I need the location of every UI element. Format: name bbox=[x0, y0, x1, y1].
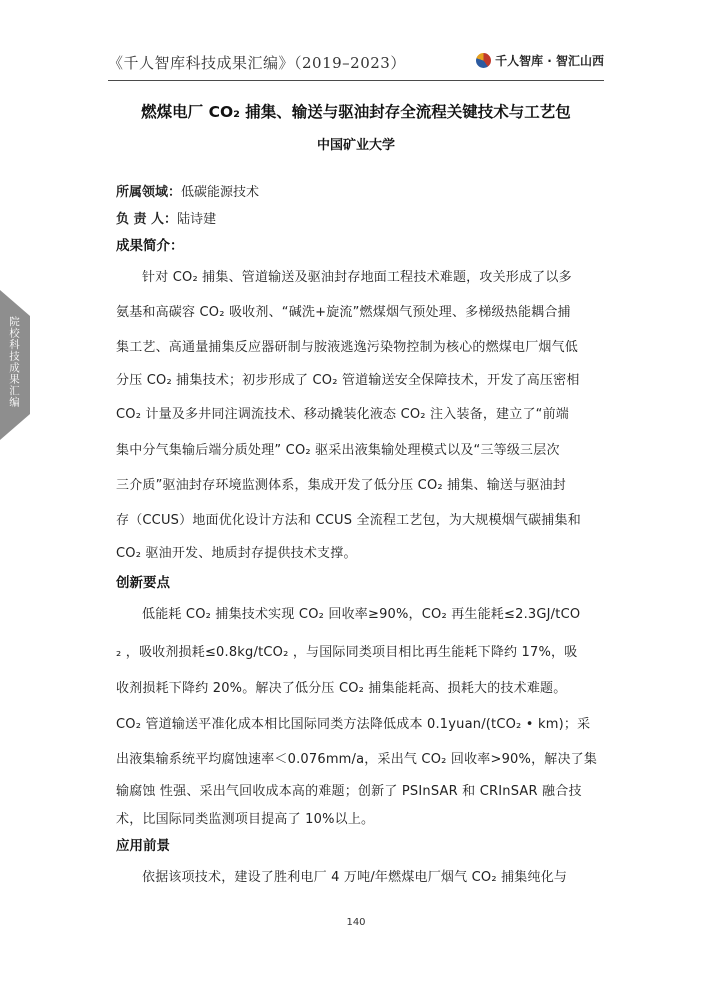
summary-line: CO₂ 计量及多井同注调流技术、移动撬装化液态 CO₂ 注入装备，建立了“前端 bbox=[116, 407, 569, 422]
brand-mark bbox=[476, 52, 604, 69]
innovation-line: ₂ ，吸收剂损耗≤0.8kg/tCO₂ ，与国际同类项目相比再生能耗下降约 17%，吸 bbox=[116, 645, 578, 660]
innovation-line: 收剂损耗下降约 20%。解决了低分压 CO₂ 捕集能耗高、损耗大的技术难题。 bbox=[116, 681, 567, 696]
summary-line: 集工艺、高通量捕集反应器研制与胺液逃逸污染物控制为核心的燃煤电厂烟气低 bbox=[116, 340, 579, 355]
innovation-line: 输腐蚀 性强、采出气回收成本高的难题；创新了 PSInSAR 和 CRInSAR 融合技 bbox=[116, 784, 582, 799]
summary-line: 三介质”驱油封存环境监测体系，集成开发了低分压 CO₂ 捕集、输送与驱油封 bbox=[116, 478, 566, 493]
summary-heading: 成果简介： bbox=[116, 238, 184, 254]
affiliation: 中国矿业大学 bbox=[316, 138, 395, 153]
brand-text: 千人智库 · 智汇山西 bbox=[495, 54, 604, 68]
side-tab bbox=[0, 290, 30, 440]
field-label: 所属领域： bbox=[116, 185, 182, 200]
summary-line: 分压 CO₂ 捕集技术；初步形成了 CO₂ 管道输送安全保障技术，开发了高压密相 bbox=[116, 373, 580, 388]
summary-line: CO₂ 驱油开发、地质封存提供技术支撑。 bbox=[116, 546, 357, 561]
publication-title: 《千人智库科技成果汇编》（2019–2023） bbox=[108, 54, 406, 72]
running-header bbox=[108, 52, 604, 78]
summary-line: 存（CCUS）地面优化设计方法和 CCUS 全流程工艺包，为大规模烟气碳捕集和 bbox=[116, 513, 581, 528]
thousand-talents-logo-icon bbox=[476, 53, 491, 68]
innovation-line: 术，比国际同类监测项目提高了 10%以上。 bbox=[116, 812, 375, 827]
side-tab-label: 院校科技成果汇编 bbox=[8, 316, 20, 408]
innovation-heading: 创新要点 bbox=[116, 575, 170, 591]
summary-line: 集中分气集输后端分质处理” CO₂ 驱采出液集输处理模式以及“三等级三层次 bbox=[116, 443, 560, 458]
owner-label: 负 责 人： bbox=[116, 212, 178, 227]
owner-row bbox=[116, 208, 216, 227]
summary-line: 氨基和高碳容 CO₂ 吸收剂、“碱洗+旋流”燃煤烟气预处理、多梯级热能耦合捕 bbox=[116, 305, 571, 320]
innovation-line: CO₂ 管道输送平准化成本相比国际同类方法降低成本 0.1yuan/(tCO₂ • km)；采 bbox=[116, 717, 591, 732]
summary-line: 针对 CO₂ 捕集、管道输送及驱油封存地面工程技术难题，攻关形成了以多 bbox=[142, 270, 572, 285]
application-heading: 应用前景 bbox=[116, 838, 170, 854]
application-line: 依据该项技术，建设了胜利电厂 4 万吨/年燃煤电厂烟气 CO₂ 捕集纯化与 bbox=[142, 870, 568, 885]
owner-value: 陆诗建 bbox=[177, 212, 217, 227]
header-divider bbox=[108, 80, 604, 81]
document-title: 燃煤电厂 CO₂ 捕集、输送与驱油封存全流程关键技术与工艺包 bbox=[141, 103, 571, 121]
innovation-line: 低能耗 CO₂ 捕集技术实现 CO₂ 回收率≥90%，CO₂ 再生能耗≤2.3GJ/tCO bbox=[142, 607, 581, 622]
field-row bbox=[116, 181, 259, 200]
page-number: 140 bbox=[346, 917, 366, 928]
innovation-line: 出液集输系统平均腐蚀速率＜0.076mm/a，采出气 CO₂ 回收率>90%，解决了集 bbox=[116, 752, 598, 767]
field-value: 低碳能源技术 bbox=[181, 185, 260, 200]
